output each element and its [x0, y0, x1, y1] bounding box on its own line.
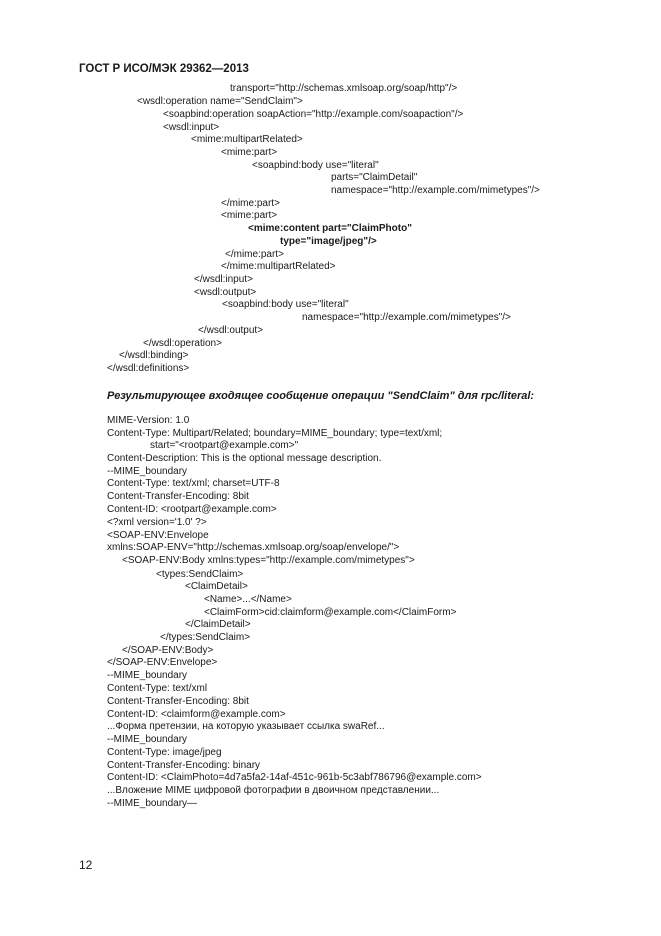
message-line: <?xml version='1.0' ?>	[107, 517, 207, 528]
message-line: <ClaimForm>cid:claimform@example.com</ClaimForm>	[204, 607, 457, 618]
code-line: transport="http://schemas.xmlsoap.org/soap/http"/>	[230, 83, 458, 94]
message-line: --MIME_boundary	[107, 670, 188, 681]
message-line: Content-ID: <rootpart@example.com>	[107, 504, 277, 515]
section-heading: Результирующее входящее сообщение операции "SendClaim" для rpc/literal:	[107, 390, 535, 402]
code-line: <soapbind:operation soapAction="http://example.com/soapaction"/>	[163, 109, 464, 120]
message-line: Content-Description: This is the optional message description.	[107, 453, 382, 464]
message-line: MIME-Version: 1.0	[107, 415, 190, 426]
code-line: </wsdl:operation>	[143, 338, 222, 349]
message-line: </ClaimDetail>	[185, 619, 251, 630]
code-line: </mime:part>	[225, 249, 284, 260]
code-line: </wsdl:definitions>	[107, 363, 190, 374]
code-line: <mime:part>	[221, 147, 278, 158]
message-line: </SOAP-ENV:Body>	[122, 645, 214, 656]
message-line: <SOAP-ENV:Body xmlns:types="http://example.com/mimetypes">	[122, 555, 415, 566]
message-line: <types:SendClaim>	[156, 569, 244, 580]
code-line: </wsdl:binding>	[119, 350, 189, 361]
message-line: --MIME_boundary	[107, 734, 188, 745]
message-line: </SOAP-ENV:Envelope>	[107, 657, 218, 668]
message-line: Content-ID: <claimform@example.com>	[107, 709, 286, 720]
page-number: 12	[79, 858, 93, 872]
code-line: parts="ClaimDetail"	[331, 172, 418, 183]
code-line: type="image/jpeg"/>	[280, 236, 377, 247]
message-line: Content-Type: Multipart/Related; boundary=MIME_boundary; type=text/xml;	[107, 428, 443, 439]
message-line: Content-Transfer-Encoding: 8bit	[107, 696, 249, 707]
message-line: Content-Type: image/jpeg	[107, 747, 222, 758]
code-line: namespace="http://example.com/mimetypes"/>	[331, 185, 540, 196]
code-line: </wsdl:input>	[194, 274, 253, 285]
message-line: Content-Transfer-Encoding: binary	[107, 760, 261, 771]
message-line: </types:SendClaim>	[160, 632, 251, 643]
code-line: </mime:part>	[221, 198, 280, 209]
document-header: ГОСТ Р ИСО/МЭК 29362—2013	[79, 63, 249, 75]
message-line: Content-Type: text/xml	[107, 683, 208, 694]
code-line: </mime:multipartRelated>	[221, 261, 336, 272]
message-line: ...Вложение MIME цифровой фотографии в двоичном представлении...	[107, 785, 440, 796]
message-line: Content-ID: <ClaimPhoto=4d7a5fa2-14af-451c-961b-5c3abf786796@example.com>	[107, 772, 482, 783]
code-line: <mime:multipartRelated>	[191, 134, 303, 145]
code-line: <soapbind:body use="literal"	[252, 160, 379, 171]
message-line: start="<rootpart@example.com>"	[150, 440, 299, 451]
message-line: <SOAP-ENV:Envelope	[107, 530, 209, 541]
message-line: Content-Type: text/xml; charset=UTF-8	[107, 478, 280, 489]
message-line: ...Форма претензии, на которую указывает ссылка swaRef...	[107, 721, 385, 732]
message-line: xmlns:SOAP-ENV="http://schemas.xmlsoap.org/soap/envelope/">	[107, 542, 400, 553]
code-line: <soapbind:body use="literal"	[222, 299, 349, 310]
message-line: --MIME_boundary—	[107, 798, 198, 809]
code-line: <mime:content part="ClaimPhoto"	[248, 223, 412, 234]
message-line: --MIME_boundary	[107, 466, 188, 477]
message-line: Content-Transfer-Encoding: 8bit	[107, 491, 249, 502]
code-line: namespace="http://example.com/mimetypes"/>	[302, 312, 511, 323]
code-line: <mime:part>	[221, 210, 278, 221]
code-line: <wsdl:output>	[194, 287, 257, 298]
message-line: <Name>...</Name>	[204, 594, 292, 605]
code-line: </wsdl:output>	[198, 325, 264, 336]
code-line: <wsdl:operation name="SendClaim">	[137, 96, 303, 107]
message-line: <ClaimDetail>	[185, 581, 248, 592]
code-line: <wsdl:input>	[163, 122, 220, 133]
